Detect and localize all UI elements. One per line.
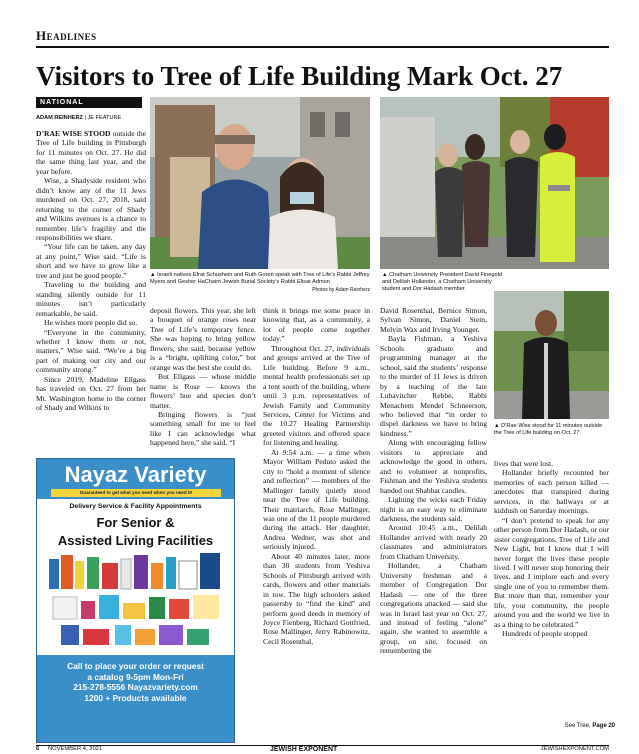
photo-rabbis-visitors <box>150 97 370 269</box>
photo3-caption <box>494 423 609 437</box>
ad-headline-1: For Senior & <box>96 515 175 530</box>
byline-outlet: JE FEATURE <box>87 115 122 121</box>
caption-text: Chatham University President David Finegold and Delilah Hollander, a Chatham University student and Dor Hadash member. <box>382 272 502 292</box>
ad-contact-band <box>37 655 234 742</box>
article-col-2 <box>150 306 256 450</box>
paragraph: Hollander briefly recounted her memories of each person killed — anecdotes that transpired during services, in the hallways or at kiddush on Saturday mornings. <box>494 468 609 516</box>
jump-page: Page 20 <box>592 723 615 729</box>
paragraph: At 9:54 a.m. — a time when Mayor William Peduto asked the city to “hold a moment of silence and reflection” — members of the Mallinger family quietly stood near the Tree of Life building. Their matriarch, Rose Mallinger, was one of the 11 people murdered during the attack. Her daughter, Andrea Wedner, was shot and seriously injured. <box>263 447 370 552</box>
ad-service-line: Delivery Service & Facility Appointments <box>69 503 202 510</box>
byline-author: ADAM REINHERZ <box>36 115 83 121</box>
ad-contact-line: 1200 + Products available <box>84 692 187 703</box>
ad-contact-line: Call to place your order or request <box>67 661 204 671</box>
photo-illustration <box>150 97 370 269</box>
headline: Visitors to Tree of Life Building Mark Oct. 27 <box>36 61 563 91</box>
ad-tagline: Guaranteed to get what you need when you need it! <box>51 489 221 497</box>
paragraph: Wise, a Shadyside resident who didn’t know any of the 11 Jews murdered on Oct. 27, 2018, said returning to the corner of Shady and Wilkins avenues is a chance to remember life’s fragility and the responsibilities we share. <box>36 176 146 242</box>
ad-headline-2: Assisted Living Facilities <box>57 533 214 548</box>
kicker-label: NATIONAL <box>36 97 142 108</box>
jump-text: See Tree, <box>564 723 593 729</box>
paragraph <box>36 129 146 176</box>
paragraph: deposit flowers. This year, she left a bouquet of orange roses near Tree of Life’s temporary fence. She was hoping to bring yellow flowers, she said, because yellow is a “bright, uplifting color,” but orange was the best she could do. <box>150 306 256 372</box>
paragraph: David Rosenthal, Bernice Simon, Sylvan Simon, Daniel Stein, Melvin Wax and Irving Younger. <box>380 306 487 334</box>
photo-chatham-president <box>380 97 609 269</box>
jump-line <box>540 723 615 729</box>
photo-illustration <box>494 291 609 419</box>
paragraph: Throughout Oct. 27, individuals and groups arrived at the Tree of Life building. Before 9 a.m., mental health professionals set up a tent south of the building, where until 3 p.m. representatives of Jewish Family and Community Services, Center for Victims and the 10.27 Healing Partnership greeted visitors and offered space for listening and healing. <box>263 343 370 448</box>
article-col-5 <box>494 459 609 722</box>
article-col-1 <box>36 129 146 451</box>
paragraph: “Everyone in the community, whether I know them or not, matters,” Wise said. “We’re a big part of making our city and our community strong.” <box>36 327 146 375</box>
caption-marker: ▲ <box>382 272 388 278</box>
ad-title: Nayaz Variety <box>64 462 207 487</box>
caption-marker: ▲ <box>494 423 500 429</box>
photo-drae-wise <box>494 291 609 419</box>
section-head: Headlines <box>36 28 97 43</box>
paragraph: Since 2019, Madeline Ellgass has traveled on Oct. 27 from her Mt. Washington home to the corner of Shady and Wilkins to <box>36 374 146 413</box>
paragraph: Around 10:45 a.m., Delilah Hollander arrived with nearly 20 classmates and administrators from Chatham University. <box>380 523 487 561</box>
paragraph: Lighting the wicks each Friday night is an easy way to eliminate darkness, the students said. <box>380 495 487 523</box>
paragraph: Traveling to the building and standing silently outside for 11 minutes isn’t particularly remarkable, he said. <box>36 280 146 318</box>
photo2-caption <box>382 272 507 292</box>
nayaz-variety-ad[interactable] <box>36 458 235 743</box>
paragraph: “Your life can be taken, any day at any point,” Wise said. “Life is short and we have to grow like a tree and just be good people.” <box>36 242 146 280</box>
paragraph: lives that were lost. <box>494 459 554 468</box>
byline <box>36 115 146 121</box>
photo-illustration <box>380 97 609 269</box>
paragraph: He wishes more people did so. <box>44 318 138 328</box>
paragraph: Bayla Fishman, a Yeshiva Schools graduate and programming manager at the school, said the students’ response to the murder of 11 Jews is driven by a teaching of the late Lubavitcher Rebbe, Rabbi Menachem Mendel Schneerson, who believed that “in order to dispel darkness we have to bring kindness.” <box>380 334 487 438</box>
paragraph: think it brings me some peace in knowing that, as a community, a lot of people come together today.” <box>263 306 370 344</box>
paragraph: Along with encouraging fellow visitors to appreciate and acknowledge the good in others, and to volunteer at nonprofits, Fishman and the Yeshiva students handed out Shabbat candles. <box>380 438 487 495</box>
paragraph-text: outside the Tree of Life building in Pittsburgh for 11 minutes on Oct. 27. He did the same thing last year, and the year before. <box>36 129 146 176</box>
caption-marker: ▲ <box>150 272 156 278</box>
ad-contact-line[interactable]: 215-278-5556 Nayazvariety.com <box>73 682 198 693</box>
section-rule <box>36 46 609 48</box>
lead-in: D’RAE WISE STOOD <box>36 129 111 138</box>
paragraph: Hundreds of people stopped <box>502 629 588 639</box>
caption-text: Israeli natives Efrat Schushein and Ruth Goren speak with Tree of Life’s Rabbi Jeffrey Myers and Gesher HaChaim Jewish Burial Society’s Rabbi Elisar Admon <box>150 272 370 285</box>
ad-contact-line: a catalog 9-5pm Mon-Fri <box>87 671 184 682</box>
article-col-4 <box>380 306 487 742</box>
photo-credit: Photos by Adam Reinherz <box>312 287 370 293</box>
article-col-3 <box>263 306 370 742</box>
footer-publication: JEWISH EXPONENT <box>270 746 338 753</box>
byline-separator: | <box>82 115 88 121</box>
footer-page-number: 6 <box>36 746 40 752</box>
ad-products-image <box>47 553 224 649</box>
paragraph: Hollander, a Chatham University freshman and a member of Congregation Dor Hadash — one of the three congregations attacked — said she was in Israel last year on Oct. 27, and instead of feeling “alone” again, she wanted to assemble a group, on site, focused on remembering the <box>380 561 487 656</box>
footer-website[interactable]: JEWISHEXPONENT.COM <box>540 746 609 752</box>
footer-date: NOVEMBER 4, 2021 <box>48 746 103 752</box>
paragraph: Bringing flowers is “just something small for me to feel like I can acknowledge what happened here,” she said. “I <box>150 409 256 448</box>
paragraph: But Ellgass — whose middle name is Rose — knows the flowers’ hue and species don’t matter. <box>150 372 256 410</box>
photo1-caption <box>150 272 372 286</box>
paragraph: “I don’t pretend to speak for any other person from Dor Hadash, or our sister congregations, Tree of Life and New Light, but I know that I will never forget the lives these people lived. I will never stop honoring their lives, and I implore each and every single one of you to remember them. But more than that, remember your life, your community, the people around you and the world we live in as a thing to be celebrated.” <box>494 515 609 629</box>
caption-text: D’Rae Wise stood for 11 minutes outside the Tree of Life building on Oct. 27. <box>494 423 603 436</box>
paragraph: About 40 minutes later, more than 30 students from Yeshiva Schools of Pittsburgh arrived with cards, flowers and other materials in tow. The high schoolers asked passersby to “find the kind” and perform good deeds in memory of Joyce Fienberg, Richard Gottfried, Rose Mallinger, Jerry Rabinowitz, Cecil Rosenthal, <box>263 551 370 646</box>
